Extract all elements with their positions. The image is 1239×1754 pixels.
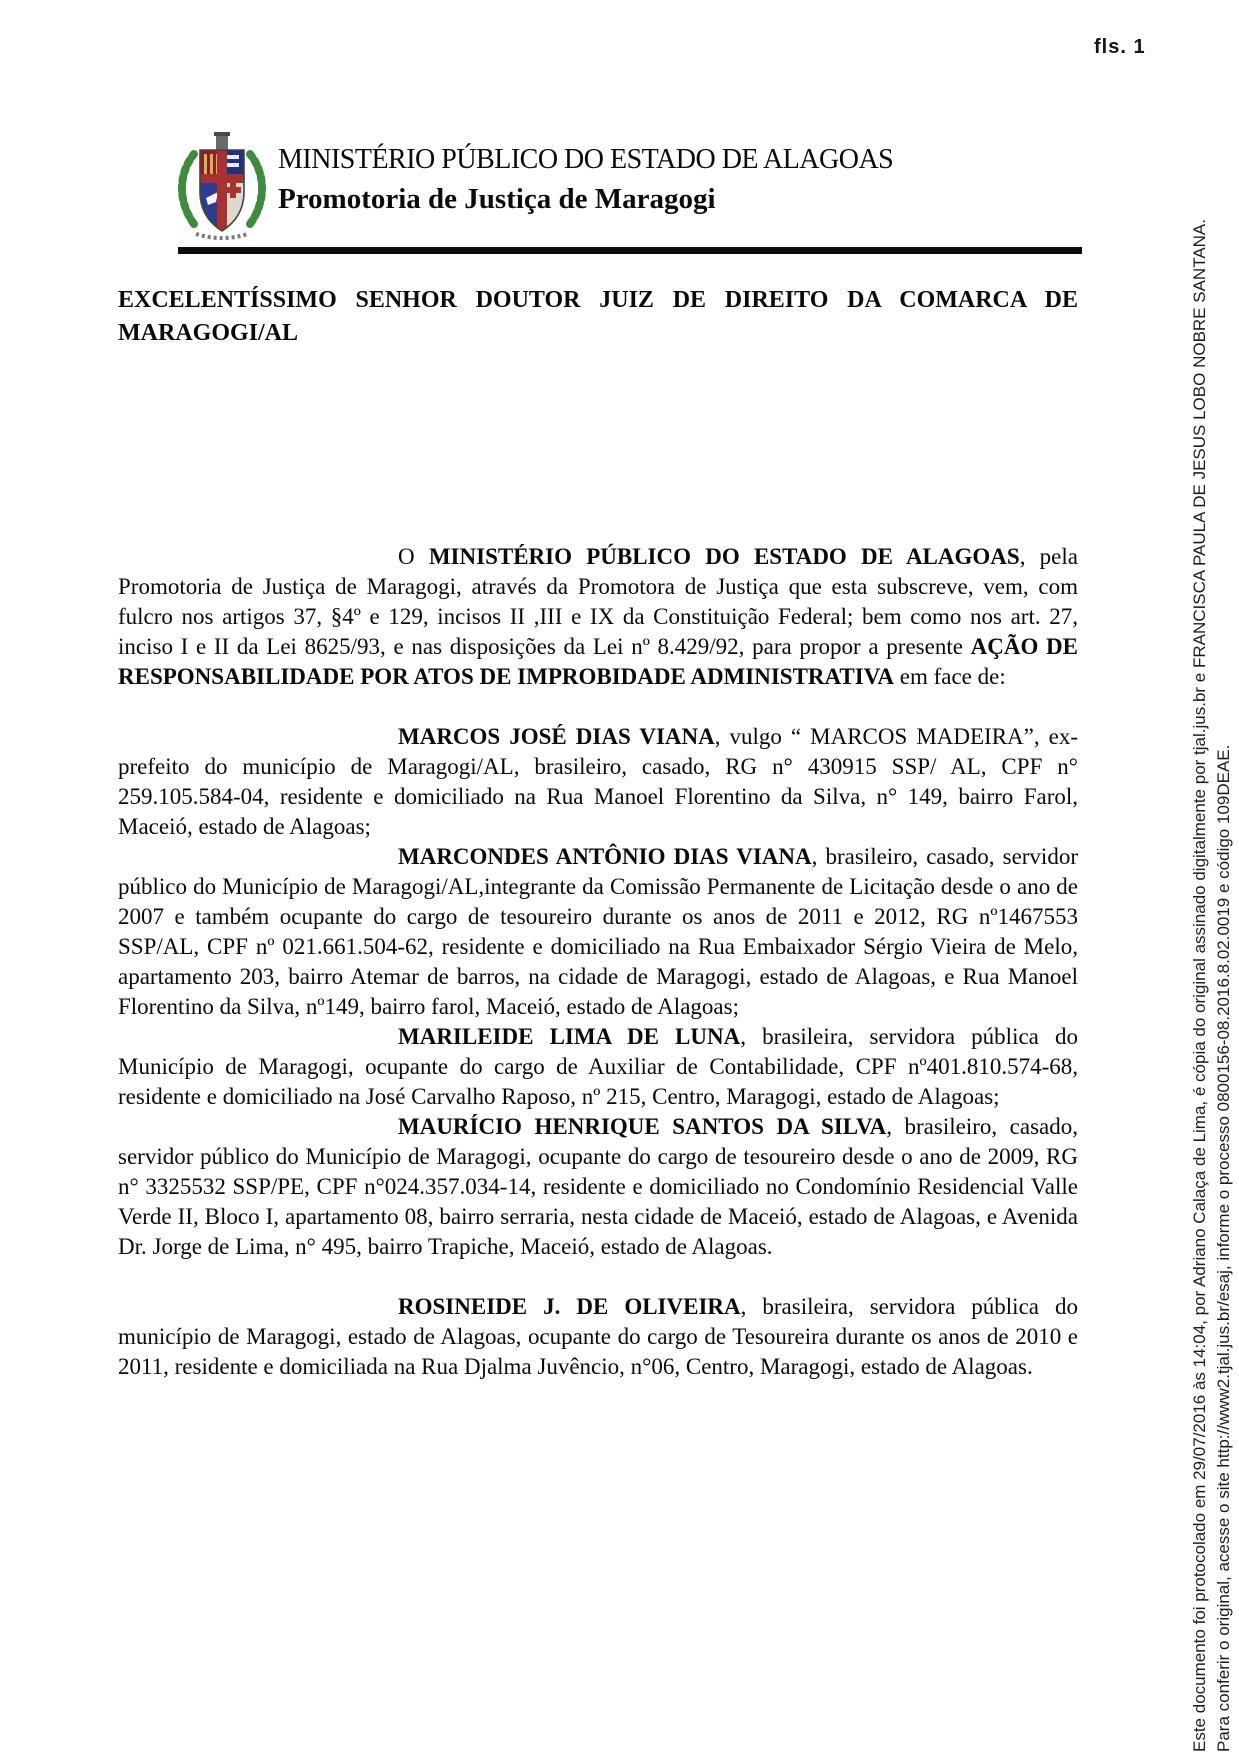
digital-signature-stamp (1188, 46, 1236, 1752)
body-paragraph: MARILEIDE LIMA DE LUNA, brasileira, servidora pública do Município de Maragogi, ocupante do cargo de Auxiliar de Contabilidade, CPF nº401.810.574-68, residente e domiciliado na José Carvalho Raposo, nº 215, Centro, Maragogi, estado de Alagoas; (118, 1024, 1078, 1109)
addressee-heading (118, 284, 1078, 350)
body-paragraph: MAURÍCIO HENRIQUE SANTOS DA SILVA, brasileiro, casado, servidor público do Município de Maragogi, ocupante do cargo de tesoureiro desde o ano de 2009, RG n° 3325532 SSP/PE, CPF n°024.357.034-14, residente e domiciliado no Condomínio Residencial Valle Verde II, Bloco I, apartamento 08, bairro serraria, nesta cidade de Maceió, estado de Alagoas, e Avenida Dr. Jorge de Lima, n° 495, bairro Trapiche, Maceió, estado de Alagoas. (118, 1114, 1078, 1259)
signature-note-line-2: Para conferir o original, acesse o site http://www2.tjal.jus.br/esaj, informe o processo 0800156-08.2016.8.02.0019 e código 109DEAE. (1214, 744, 1233, 1752)
mp-alagoas-coat-of-arms-logo (170, 126, 274, 248)
addressee-line-2: MARAGOGI/AL (118, 320, 298, 346)
org-name: MINISTÉRIO PÚBLICO DO ESTADO DE ALAGOAS (278, 144, 894, 175)
office-name: Promotoria de Justiça de Maragogi (278, 183, 716, 215)
addressee-line-1: EXCELENTÍSSIMO SENHOR DOUTOR JUIZ DE DIREITO DA COMARCA DE (118, 287, 1078, 313)
document-body (118, 542, 1078, 1382)
letterhead (278, 144, 893, 216)
body-paragraph: ROSINEIDE J. DE OLIVEIRA, brasileira, servidora pública do município de Maragogi, estado de Alagoas, ocupante do cargo de Tesoureira durante os anos de 2010 e 2011, residente e domiciliada na Rua Djalma Juvêncio, n°06, Centro, Maragogi, estado de Alagoas. (118, 1294, 1078, 1379)
body-paragraph: MARCOS JOSÉ DIAS VIANA, vulgo “ MARCOS MADEIRA”, ex-prefeito do município de Maragogi/AL, brasileiro, casado, RG n° 430915 SSP/ AL, CPF n° 259.105.584-04, residente e domiciliado na Rua Manoel Florentino da Silva, n° 149, bairro Farol, Maceió, estado de Alagoas; (118, 724, 1078, 839)
folio-label: fls. 1 (1094, 36, 1146, 58)
body-paragraph: O MINISTÉRIO PÚBLICO DO ESTADO DE ALAGOAS, pela Promotoria de Justiça de Maragogi, através da Promotora de Justiça que esta subscreve, vem, com fulcro nos artigos 37, §4º e 129, incisos II ,III e IX da Constituição Federal; bem como nos art. 27, inciso I e II da Lei 8625/93, e nas disposições da Lei nº 8.429/92, para propor a presente AÇÃO DE RESPONSABILIDADE POR ATOS DE IMPROBIDADE ADMINISTRATIVA em face de: (118, 544, 1078, 689)
header-divider (178, 247, 1082, 254)
body-paragraph: MARCONDES ANTÔNIO DIAS VIANA, brasileiro, casado, servidor público do Município de Maragogi/AL,integrante da Comissão Permanente de Licitação desde o ano de 2007 e também ocupante do cargo de tesoureiro durante os anos de 2011 e 2012, RG nº1467553 SSP/AL, CPF nº 021.661.504-62, residente e domiciliado na Rua Embaixador Sérgio Vieira de Melo, apartamento 203, bairro Atemar de barros, na cidade de Maragogi, estado de Alagoas, e Rua Manoel Florentino da Silva, nº149, bairro farol, Maceió, estado de Alagoas; (118, 844, 1078, 1019)
signature-note-line-1: Este documento foi protocolado em 29/07/2016 às 14:04, por Adriano Calaça de Lima, é cópia do original assinado digitalmente por tjal.jus.br e FRANCISCA PAULA DE JESUS LOBO NOBRE SANTANA. (1190, 219, 1209, 1752)
